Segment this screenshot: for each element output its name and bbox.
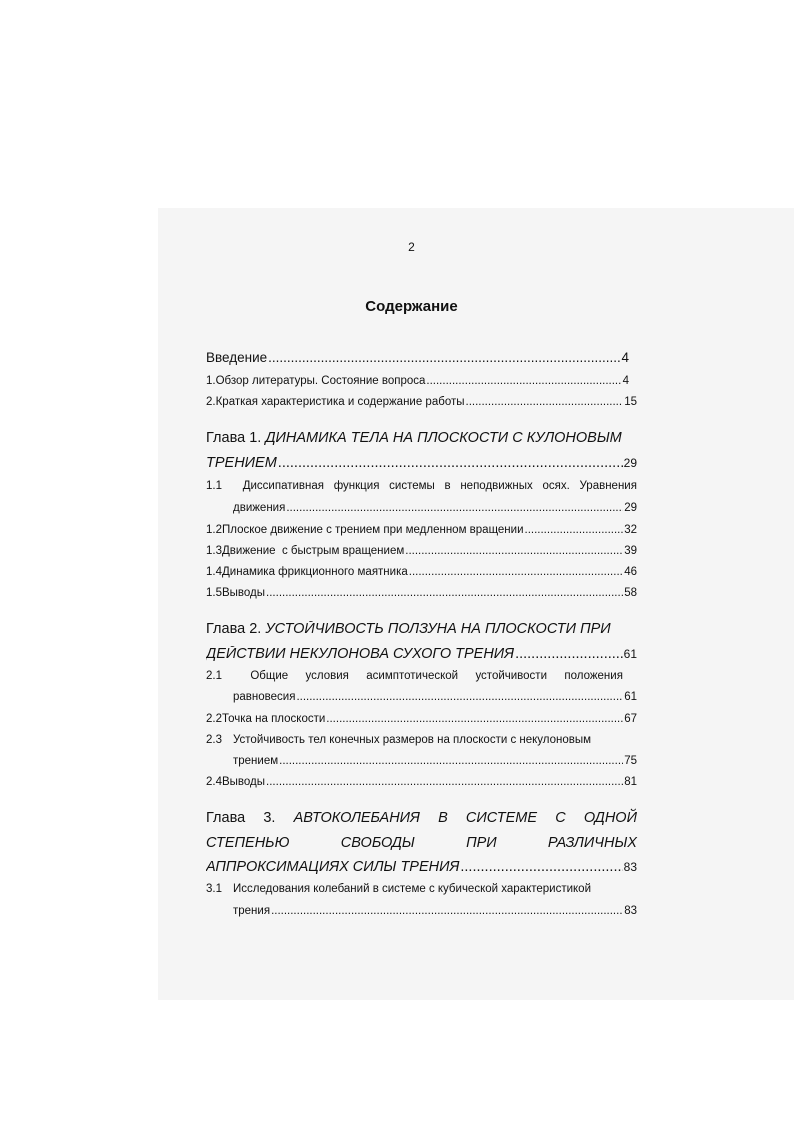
toc-page: 75 (624, 755, 637, 767)
toc-page: 32 (624, 524, 637, 536)
toc-page: 61 (624, 691, 637, 703)
toc-page: 58 (624, 587, 637, 599)
toc-entry-label: Краткая характеристика и содержание работы (215, 396, 465, 408)
toc-page: 29 (623, 456, 637, 470)
toc-section-1-3[interactable]: 1.3 Движение с быстрым вращением ..... 39 (206, 545, 637, 557)
page-background (158, 208, 794, 1000)
toc-section-3-1-line1[interactable]: 3.1 Исследования колебаний в системе с кубической характеристикой (206, 883, 591, 895)
toc-section-2-1-line1[interactable]: 2.1 Общие условия асимптотической устойчивости положения (206, 670, 623, 682)
toc-section-1-1-line1[interactable]: 1.1 Диссипативная функция системы в неподвижных осях. Уравнения (206, 480, 637, 492)
toc-page: 39 (624, 545, 637, 557)
toc-chapter-2-title[interactable]: Глава 2. УСТОЙЧИВОСТЬ ПОЛЗУНА НА ПЛОСКОСТИ ПРИ (206, 621, 611, 637)
toc-section-1-4[interactable]: 1.4 Динамика фрикционного маятника ..... 46 (206, 566, 637, 578)
toc-chapter-2[interactable]: ДЕЙСТВИИ НЕКУЛОНОВА СУХОГО ТРЕНИЯ ..... 61 (206, 646, 637, 662)
page-number: 2 (408, 240, 415, 254)
toc-section-1-1-line2[interactable]: движения ..... 29 (233, 502, 637, 514)
toc-section-2-2[interactable]: 2.2 Точка на плоскости ..... 67 (206, 713, 637, 725)
toc-page: 4 (622, 375, 629, 387)
toc-page: 46 (624, 566, 637, 578)
toc-page: 29 (624, 502, 637, 514)
toc-section-2-4[interactable]: 2.4 Выводы ..... 81 (206, 776, 637, 788)
toc-page: 4 (621, 350, 629, 365)
toc-page: 83 (624, 905, 637, 917)
page-title: Содержание (365, 298, 458, 315)
toc-page: 67 (624, 713, 637, 725)
toc-entry-label: Введение (206, 350, 268, 365)
toc-section-3-1-line2[interactable]: трения ..... 83 (233, 905, 637, 917)
toc-section-1-2[interactable]: 1.2 Плоское движение с трением при медленном вращении ..... 32 (206, 524, 637, 536)
toc-chapter-3[interactable]: АППРОКСИМАЦИЯХ СИЛЫ ТРЕНИЯ ..... 83 (206, 859, 637, 875)
toc-section-1-5[interactable]: 1.5 Выводы ..... 58 (206, 587, 637, 599)
toc-page: 81 (624, 776, 637, 788)
toc-page: 61 (623, 647, 637, 661)
toc-entry-intro[interactable] (206, 350, 629, 365)
toc-page: 83 (623, 860, 637, 874)
toc-section-2-3-line2[interactable]: трением ..... 75 (233, 755, 637, 767)
toc-chapter-1[interactable]: ТРЕНИЕМ ..... 29 (206, 455, 637, 471)
toc-entry[interactable]: 2. Краткая характеристика и содержание работы ..... 15 (206, 396, 637, 408)
toc-entry-label: Обзор литературы. Состояние вопроса (215, 375, 426, 387)
toc-chapter-3-line2[interactable]: СТЕПЕНЬЮ СВОБОДЫ ПРИ РАЗЛИЧНЫХ (206, 835, 637, 851)
toc-entry[interactable]: 1. Обзор литературы. Состояние вопроса ..... 4 (206, 375, 629, 387)
toc-section-2-1-line2[interactable]: равновесия ..... 61 (233, 691, 637, 703)
toc-page: 15 (624, 396, 637, 408)
toc-chapter-1-title[interactable]: Глава 1. ДИНАМИКА ТЕЛА НА ПЛОСКОСТИ С КУЛОНОВЫМ (206, 430, 622, 446)
toc-chapter-3-line1[interactable]: Глава 3. АВТОКОЛЕБАНИЯ В СИСТЕМЕ С ОДНОЙ (206, 810, 637, 826)
toc-section-2-3-line1[interactable]: 2.3 Устойчивость тел конечных размеров на плоскости с некулоновым (206, 734, 592, 746)
